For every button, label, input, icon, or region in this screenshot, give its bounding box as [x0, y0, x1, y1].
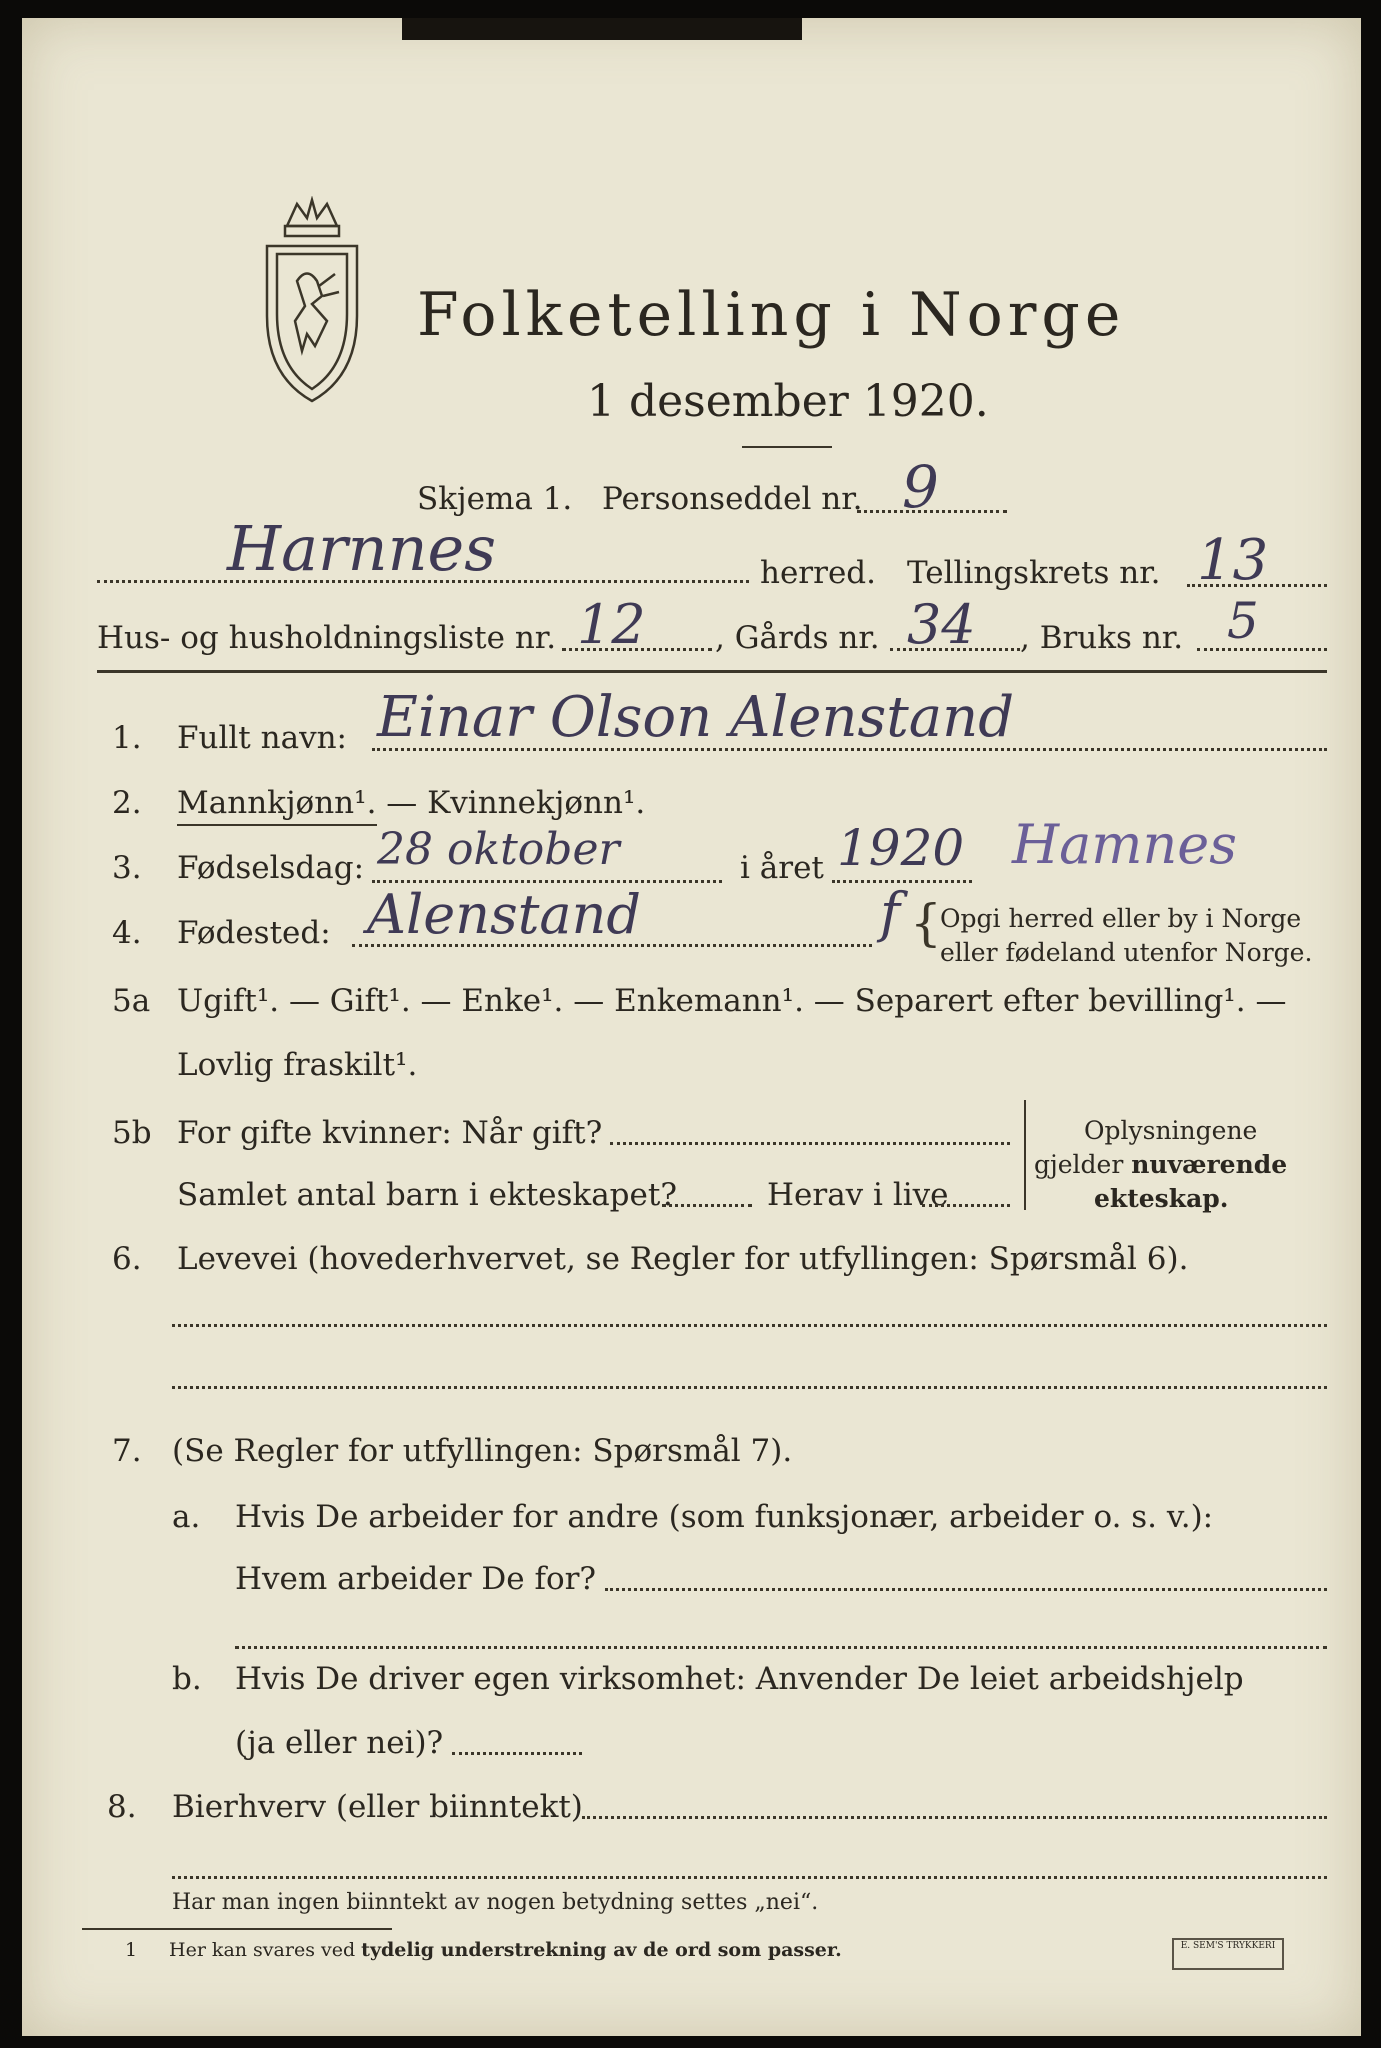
q5b-number: 5b — [112, 1115, 152, 1151]
q7-label: (Se Regler for utfyllingen: Spørsmål 7). — [172, 1433, 793, 1469]
skjema-label: Skjema 1. — [417, 481, 573, 517]
birthdate-label: Fødselsdag: — [177, 850, 365, 886]
employer-line[interactable] — [605, 1588, 1327, 1591]
gards-value[interactable]: 34 — [907, 593, 976, 656]
document-title: Folketelling i Norge — [417, 280, 1126, 350]
employer-line-2[interactable] — [235, 1646, 1327, 1649]
marriage-note-1: Oplysningene — [1084, 1116, 1258, 1145]
q7b-number: b. — [172, 1661, 202, 1697]
birthplace-mark: f — [880, 881, 900, 944]
hus-value[interactable]: 12 — [577, 593, 646, 656]
hus-label: Hus- og husholdningsliste nr. — [97, 620, 557, 656]
birthplace-value[interactable]: Alenstand — [367, 883, 641, 946]
tellingskrets-label: Tellingskrets nr. — [907, 555, 1161, 591]
q7-number: 7. — [112, 1433, 142, 1469]
year-value[interactable]: 1920 — [837, 819, 965, 877]
full-name-label: Fullt navn: — [177, 720, 347, 756]
birthplace-note-2: eller fødeland utenfor Norge. — [940, 938, 1313, 967]
q7b-question: Hvis De driver egen virksomhet: Anvender De leiet arbeidshjelp — [235, 1661, 1244, 1697]
q7a-question: Hvis De arbeider for andre (som funksjonær, arbeider o. s. v.): — [235, 1499, 1214, 1535]
herred-line — [97, 580, 749, 583]
hired-help-line[interactable] — [452, 1752, 582, 1755]
q5a-number: 5a — [112, 983, 151, 1019]
title-rule — [742, 446, 832, 448]
children-alive-line — [922, 1204, 1010, 1207]
married-when-line — [610, 1142, 1010, 1145]
footnote-number: 1 — [125, 1939, 138, 1961]
birthplace-label: Fødested: — [177, 915, 331, 951]
brace-icon: { — [910, 894, 942, 952]
q8-number: 8. — [107, 1789, 137, 1825]
gender-options[interactable]: Mannkjønn¹. — Kvinnekjønn¹. — [177, 785, 646, 821]
printer-stamp: E. SEM'S TRYKKERI — [1172, 1938, 1284, 1970]
footnote-text: Her kan svares ved — [169, 1939, 356, 1961]
personseddel-value[interactable]: 9 — [902, 453, 939, 521]
employer-label: Hvem arbeider De for? — [235, 1561, 597, 1597]
census-date: 1 desember 1920. — [587, 376, 989, 427]
side-income-note: Har man ingen biinntekt av nogen betydning settes „nei“. — [172, 1890, 819, 1915]
marriage-note-2b: nuværende — [1131, 1150, 1288, 1179]
bruks-label: , Bruks nr. — [1020, 620, 1184, 656]
bruks-line — [1197, 648, 1327, 651]
marital-status-options[interactable]: Ugift¹. — Gift¹. — Enke¹. — Enkemann¹. — Separert efter bevilling¹. — — [177, 983, 1287, 1019]
gards-label: , Gårds nr. — [715, 620, 880, 656]
footnote-text-bold: tydelig understrekning av de ord som passer. — [361, 1939, 842, 1961]
footnote-rule — [82, 1928, 392, 1930]
children-count-line — [662, 1204, 752, 1207]
year-label: i året — [740, 850, 824, 886]
tellingskrets-value[interactable]: 13 — [1197, 528, 1269, 593]
herred-label: herred. — [760, 555, 876, 591]
side-income-label: Bierhverv (eller biinntekt) — [172, 1789, 583, 1825]
q4-number: 4. — [112, 915, 142, 951]
q1-number: 1. — [112, 720, 142, 756]
birthplace-annotation[interactable]: Hamnes — [1012, 813, 1237, 876]
q7a-number: a. — [172, 1499, 201, 1535]
header-divider — [97, 670, 1327, 673]
birthdate-value[interactable]: 28 oktober — [377, 824, 620, 875]
torn-edge — [402, 18, 802, 40]
birthplace-note-1: Opgi herred eller by i Norge — [940, 904, 1302, 933]
hired-help-label: (ja eller nei)? — [235, 1725, 444, 1761]
divorced-option[interactable]: Lovlig fraskilt¹. — [177, 1047, 418, 1083]
occupation-label: Levevei (hovederhvervet, se Regler for utfyllingen: Spørsmål 6). — [177, 1241, 1189, 1277]
herred-value[interactable]: Harnnes — [227, 512, 497, 585]
q6-number: 6. — [112, 1241, 142, 1277]
note-divider — [1024, 1100, 1026, 1210]
census-form-sheet — [22, 18, 1361, 2036]
marriage-note-3: ekteskap. — [1094, 1184, 1229, 1213]
side-income-line-2[interactable] — [172, 1876, 1327, 1879]
side-income-line[interactable] — [582, 1816, 1327, 1819]
personseddel-label: Personseddel nr. — [602, 481, 863, 517]
q2-number: 2. — [112, 785, 142, 821]
occupation-line-1[interactable] — [172, 1324, 1327, 1327]
children-count-label: Samlet antal barn i ekteskapet? — [177, 1177, 677, 1213]
children-alive-label: Herav i live — [767, 1177, 949, 1213]
marriage-note-2a: gjelder — [1034, 1150, 1124, 1179]
year-line — [832, 880, 972, 883]
married-when-label: For gifte kvinner: Når gift? — [177, 1115, 603, 1151]
bruks-value[interactable]: 5 — [1227, 592, 1259, 650]
coat-of-arms-icon — [257, 196, 367, 411]
occupation-line-2[interactable] — [172, 1386, 1327, 1389]
gender-underline — [177, 824, 377, 826]
q3-number: 3. — [112, 850, 142, 886]
full-name-value[interactable]: Einar Olson Alenstand — [377, 685, 1015, 750]
